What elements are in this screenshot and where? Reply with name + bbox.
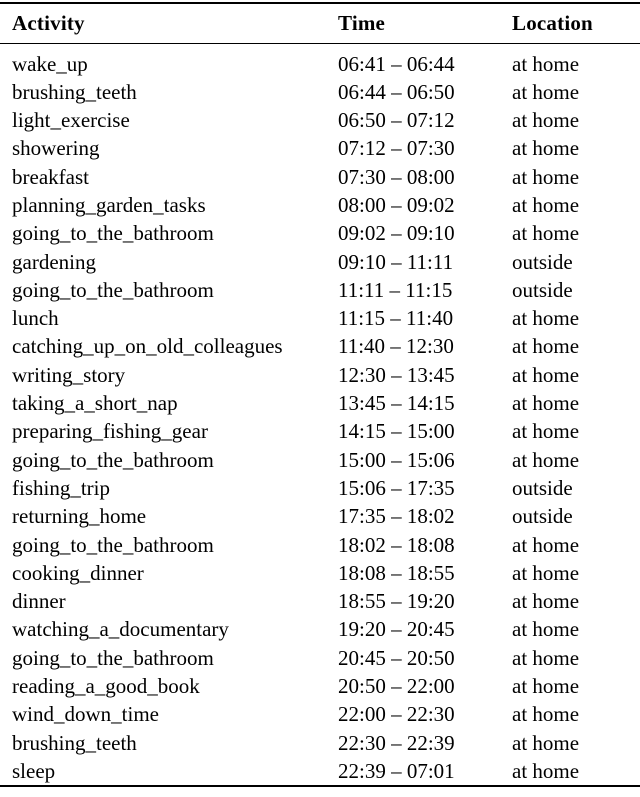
column-header-activity: Activity — [0, 3, 338, 43]
activity-cell: going_to_the_bathroom — [12, 645, 214, 670]
table-row — [0, 191, 640, 219]
time-cell: 08:00 – 09:02 — [338, 192, 455, 217]
activity-schedule-table — [0, 2, 640, 787]
time-cell: 09:10 – 11:11 — [338, 249, 454, 274]
activity-cell: dinner — [12, 589, 66, 614]
time-cell: 18:02 – 18:08 — [338, 532, 455, 557]
column-header-time: Time — [338, 3, 512, 43]
activity-cell: returning_home — [12, 504, 147, 529]
time-cell: 06:44 – 06:50 — [338, 79, 455, 104]
location-cell: at home — [512, 560, 580, 585]
location-cell: outside — [512, 475, 573, 500]
time-cell: 11:15 – 11:40 — [338, 306, 454, 331]
table-row — [0, 389, 640, 417]
location-cell: at home — [512, 79, 580, 104]
table-row — [0, 502, 640, 530]
table-row — [0, 304, 640, 332]
activity-cell: taking_a_short_nap — [12, 391, 178, 416]
table-row — [0, 248, 640, 276]
location-cell: at home — [512, 192, 580, 217]
location-cell: at home — [512, 221, 580, 246]
table-row — [0, 559, 640, 587]
time-cell: 17:35 – 18:02 — [338, 504, 455, 529]
location-cell: at home — [512, 164, 580, 189]
table-body — [0, 43, 640, 786]
time-cell: 07:12 – 07:30 — [338, 136, 455, 161]
table-row — [0, 757, 640, 786]
activity-cell: watching_a_documentary — [12, 617, 229, 642]
location-cell: at home — [512, 758, 580, 783]
table-row — [0, 276, 640, 304]
activity-cell: light_exercise — [12, 108, 130, 133]
location-cell: outside — [512, 277, 573, 302]
activity-cell: cooking_dinner — [12, 560, 144, 585]
table-row — [0, 531, 640, 559]
time-cell: 11:40 – 12:30 — [338, 334, 454, 359]
location-cell: at home — [512, 645, 580, 670]
time-cell: 07:30 – 08:00 — [338, 164, 455, 189]
time-cell: 13:45 – 14:15 — [338, 391, 455, 416]
time-cell: 06:50 – 07:12 — [338, 108, 455, 133]
location-cell: at home — [512, 589, 580, 614]
table-row — [0, 417, 640, 445]
activity-cell: breakfast — [12, 164, 89, 189]
location-cell: at home — [512, 447, 580, 472]
activity-cell: going_to_the_bathroom — [12, 447, 214, 472]
column-header-location: Location — [512, 3, 640, 43]
location-cell: at home — [512, 306, 580, 331]
location-cell: at home — [512, 51, 580, 76]
activity-cell: writing_story — [12, 362, 126, 387]
activity-cell: brushing_teeth — [12, 730, 137, 755]
activity-cell: reading_a_good_book — [12, 674, 200, 699]
table-row — [0, 219, 640, 247]
activity-cell: lunch — [12, 306, 59, 331]
time-cell: 22:30 – 22:39 — [338, 730, 455, 755]
activity-cell: going_to_the_bathroom — [12, 277, 214, 302]
time-cell: 14:15 – 15:00 — [338, 419, 455, 444]
location-cell: at home — [512, 362, 580, 387]
location-cell: outside — [512, 249, 573, 274]
activity-cell: sleep — [12, 758, 56, 783]
activity-cell: going_to_the_bathroom — [12, 532, 214, 557]
activity-cell: going_to_the_bathroom — [12, 221, 214, 246]
table-row — [0, 106, 640, 134]
table-row — [0, 332, 640, 360]
table-row — [0, 446, 640, 474]
time-cell: 22:39 – 07:01 — [338, 758, 455, 783]
time-cell: 19:20 – 20:45 — [338, 617, 455, 642]
activity-cell: wake_up — [12, 51, 88, 76]
activity-cell: brushing_teeth — [12, 79, 137, 104]
table-row — [0, 474, 640, 502]
activity-cell: planning_garden_tasks — [12, 192, 206, 217]
activity-cell: gardening — [12, 249, 96, 274]
time-cell: 20:45 – 20:50 — [338, 645, 455, 670]
time-cell: 22:00 – 22:30 — [338, 702, 455, 727]
table-header — [0, 3, 640, 43]
time-cell: 18:55 – 19:20 — [338, 589, 455, 614]
table-row — [0, 134, 640, 162]
time-cell: 15:06 – 17:35 — [338, 475, 455, 500]
table-row — [0, 587, 640, 615]
activity-cell: wind_down_time — [12, 702, 159, 727]
table-row — [0, 644, 640, 672]
location-cell: at home — [512, 532, 580, 557]
location-cell: at home — [512, 674, 580, 699]
location-cell: at home — [512, 108, 580, 133]
activity-cell: showering — [12, 136, 100, 161]
header-row — [0, 3, 640, 43]
table-row — [0, 43, 640, 78]
table-row — [0, 361, 640, 389]
location-cell: at home — [512, 702, 580, 727]
table-row — [0, 729, 640, 757]
location-cell: at home — [512, 419, 580, 444]
time-cell: 11:11 – 11:15 — [338, 277, 453, 302]
activity-cell: preparing_fishing_gear — [12, 419, 208, 444]
activity-cell: catching_up_on_old_colleagues — [12, 334, 283, 359]
location-cell: at home — [512, 136, 580, 161]
time-cell: 06:41 – 06:44 — [338, 51, 455, 76]
time-cell: 18:08 – 18:55 — [338, 560, 455, 585]
table-row — [0, 700, 640, 728]
table-row — [0, 163, 640, 191]
location-cell: outside — [512, 504, 573, 529]
time-cell: 09:02 – 09:10 — [338, 221, 455, 246]
location-cell: at home — [512, 334, 580, 359]
time-cell: 15:00 – 15:06 — [338, 447, 455, 472]
table-row — [0, 615, 640, 643]
time-cell: 20:50 – 22:00 — [338, 674, 455, 699]
table-row — [0, 78, 640, 106]
location-cell: at home — [512, 391, 580, 416]
time-cell: 12:30 – 13:45 — [338, 362, 455, 387]
location-cell: at home — [512, 617, 580, 642]
table-row — [0, 672, 640, 700]
activity-cell: fishing_trip — [12, 475, 110, 500]
location-cell: at home — [512, 730, 580, 755]
